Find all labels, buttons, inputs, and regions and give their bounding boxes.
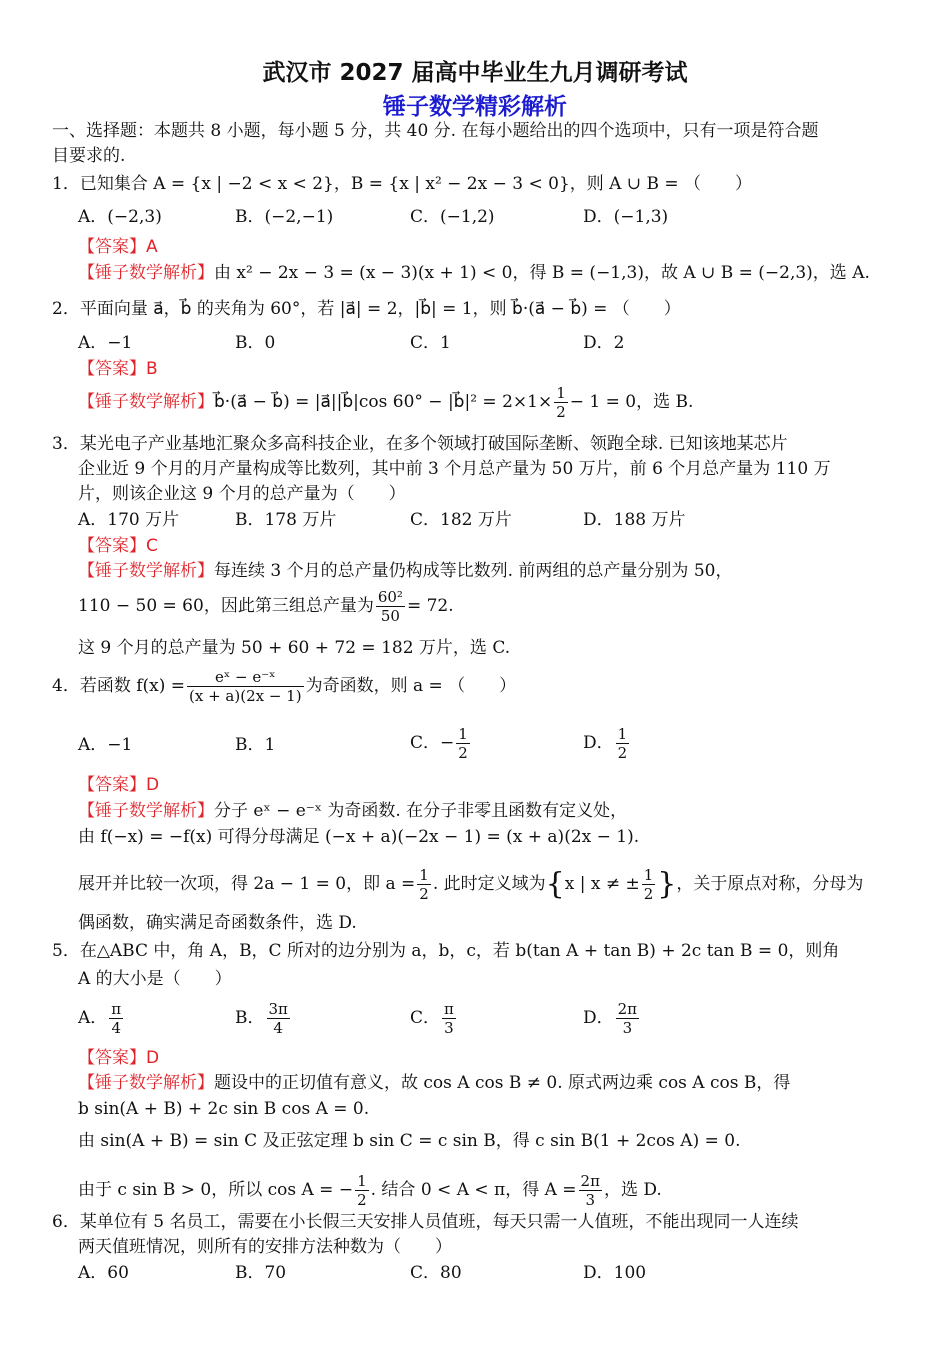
q1-analysis [78,262,870,284]
q4-analysis-line3: 展开并比较一次项，得 2a − 1 = 0，即 a = $\frac{1}{2}$ . 此时定义域为{x | x ≠ ± $\frac{1}{2}$ }，关于原点对称，分母为 [78,866,864,903]
answer-label: 【答案】 [78,775,146,795]
q3-analysis-line3: 这 9 个月的总产量为 50 + 60 + 72 = 182 万片，选 C. [78,638,511,658]
q1-answer-value: A [146,237,158,257]
q1-option-d: D．(−1,3) [583,207,669,227]
answer-label: 【答案】 [78,237,146,257]
q4-answer [78,774,159,796]
q5-answer [78,1047,159,1069]
q4-option-d: D． $\frac{1}{2}$ [583,725,628,762]
q6-option-c: C．80 [410,1263,462,1283]
page-subtitle: 锤子数学精彩解析 [383,94,567,120]
q2-analysis [78,384,693,421]
q3-analysis-l1: 每连续 3 个月的总产量仍构成等比数列. 前两组的总产量分别为 50， [214,561,733,581]
q2-stem: 2．平面向量 a⃗，b⃗ 的夹角为 60°，若 |a⃗| = 2，|b⃗| = 1，则 b⃗·(a⃗ − b⃗) = （ ） [52,299,681,319]
q1-answer [78,236,158,258]
q2-option-a: A．−1 [78,333,133,353]
fraction-one-half: $\frac{1}{2}$ [556,384,566,421]
q1-option-a: A．(−2,3) [78,207,162,227]
q5-stem-line2: A 的大小是（ ） [78,969,232,989]
q1-option-c: C．(−1,2) [410,207,495,227]
q4-stem [52,668,516,705]
q6-option-a: A．60 [78,1263,129,1283]
q3-stem-line1: 3．某光电子产业基地汇聚众多高科技企业，在多个领域打破国际垄断、领跑全球. 已知该地某芯片 [52,434,788,454]
q3-analysis-l2a: 110 − 50 = 60，因此第三组总产量为 [78,596,374,616]
q4-option-c: C．− $\frac{1}{2}$ [410,725,468,762]
q3-analysis-line2 [78,588,454,625]
q6-option-d: D．100 [583,1263,647,1283]
q3-analysis-l2b: = 72. [406,596,454,616]
q2-answer [78,358,158,380]
q5-option-d: D． $\frac{2\pi}{3}$ [583,1000,638,1037]
right-brace: } [657,866,677,902]
q1-option-b: B．(−2,−1) [235,207,334,227]
q1-stem: 1．已知集合 A = {x | −2 < x < 2}，B = {x | x² − 2x − 3 < 0}，则 A ∪ B = （ ） [52,174,753,194]
analysis-label: 【锤子数学解析】 [78,392,214,412]
q2-analysis-a: b⃗·(a⃗ − b⃗) = |a⃗||b⃗|cos 60° − |b⃗|² = 2×1× [214,392,553,412]
answer-label: 【答案】 [78,536,146,556]
q6-stem-line1: 6．某单位有 5 名员工，需要在小长假三天安排人员值班，每天只需一人值班，不能出现同一人连续 [52,1212,799,1232]
section-header-line2: 目要求的. [52,146,126,166]
q3-analysis-line1 [78,560,732,582]
q2-analysis-b: − 1 = 0，选 B. [569,392,694,412]
fraction-60sq-over-50: $\frac{\text{60²}}{50}$ [377,588,403,625]
q5-analysis-line3: 由 sin(A + B) = sin C 及正弦定理 b sin C = c sin B，得 c sin B(1 + 2cos A) = 0. [78,1131,741,1151]
left-brace: { [545,866,565,902]
q5-option-b: B． $\frac{3\pi}{4}$ [235,1000,288,1037]
answer-label: 【答案】 [78,1048,146,1068]
q3-option-b: B．178 万片 [235,510,337,530]
analysis-label: 【锤子数学解析】 [78,561,214,581]
answer-label: 【答案】 [78,359,146,379]
q3-answer [78,535,158,557]
q6-option-b: B．70 [235,1263,287,1283]
q4-function-fraction: $\frac{\text{eˣ − e⁻ˣ}}{(x + a)(2x - 1)}$ [189,668,302,705]
q5-analysis-line1: 【锤子数学解析】题设中的正切值有意义，故 cos A cos B ≠ 0. 原式两边乘 cos A cos B，得 [78,1073,791,1093]
q4-stem-b: 为奇函数，则 a = （ ） [305,676,517,696]
analysis-label: 【锤子数学解析】 [78,801,214,821]
section-header-line1: 一、选择题：本题共 8 小题，每小题 5 分，共 40 分. 在每小题给出的四个选项中，只有一项是符合题 [52,121,819,141]
q6-stem-line2: 两天值班情况，则所有的安排方法种数为（ ） [78,1237,452,1257]
page-title: 武汉市 2027 届高中毕业生九月调研考试 [262,60,688,86]
q5-analysis-line2: b sin(A + B) + 2c sin B cos A = 0. [78,1099,370,1119]
q4-analysis-l1: 分子 eˣ − e⁻ˣ 为奇函数. 在分子非零且函数有定义处， [214,801,628,821]
q3-stem-line3: 片，则该企业这 9 个月的总产量为（ ） [78,484,406,504]
q4-stem-a: 4．若函数 f(x) = [52,676,186,696]
q4-analysis-line4: 偶函数，确实满足奇函数条件，选 D. [78,913,357,933]
q3-option-a: A．170 万片 [78,510,180,530]
q5-option-c: C． $\frac{\pi}{3}$ [410,1000,454,1037]
q2-option-c: C．1 [410,333,451,353]
q5-analysis-line4: 由于 c sin B > 0，所以 cos A = − $\frac{1}{2}$ . 结合 0 < A < π，得 A = $\frac{2\pi}{3}$ ，选 D. [78,1172,662,1209]
q5-stem-line1: 5．在△ABC 中，角 A，B，C 所对的边分别为 a，b，c，若 b(tan A + tan B) + 2c tan B = 0，则角 [52,941,840,961]
q4-option-a: A．−1 [78,735,133,755]
q4-option-b: B．1 [235,735,276,755]
q2-option-d: D．2 [583,333,625,353]
q1-analysis-text: 由 x² − 2x − 3 = (x − 3)(x + 1) < 0，得 B = (−1,3)，故 A ∪ B = (−2,3)，选 A. [214,263,870,283]
q3-option-d: D．188 万片 [583,510,686,530]
analysis-label: 【锤子数学解析】 [78,263,214,283]
analysis-label: 【锤子数学解析】 [78,1073,214,1093]
q3-stem-line2: 企业近 9 个月的月产量构成等比数列，其中前 3 个月总产量为 50 万片，前 6 个月总产量为 110 万 [78,459,831,479]
q4-analysis-line1 [78,800,627,822]
q2-answer-value: B [146,359,158,379]
q5-answer-value: D [146,1048,160,1068]
q4-analysis-line2: 由 f(−x) = −f(x) 可得分母满足 (−x + a)(−2x − 1) = (x + a)(2x − 1). [78,827,640,847]
q3-answer-value: C [146,536,158,556]
q5-option-a: A． $\frac{\pi}{4}$ [78,1000,122,1037]
q3-option-c: C．182 万片 [410,510,512,530]
q2-option-b: B．0 [235,333,276,353]
q4-answer-value: D [146,775,160,795]
